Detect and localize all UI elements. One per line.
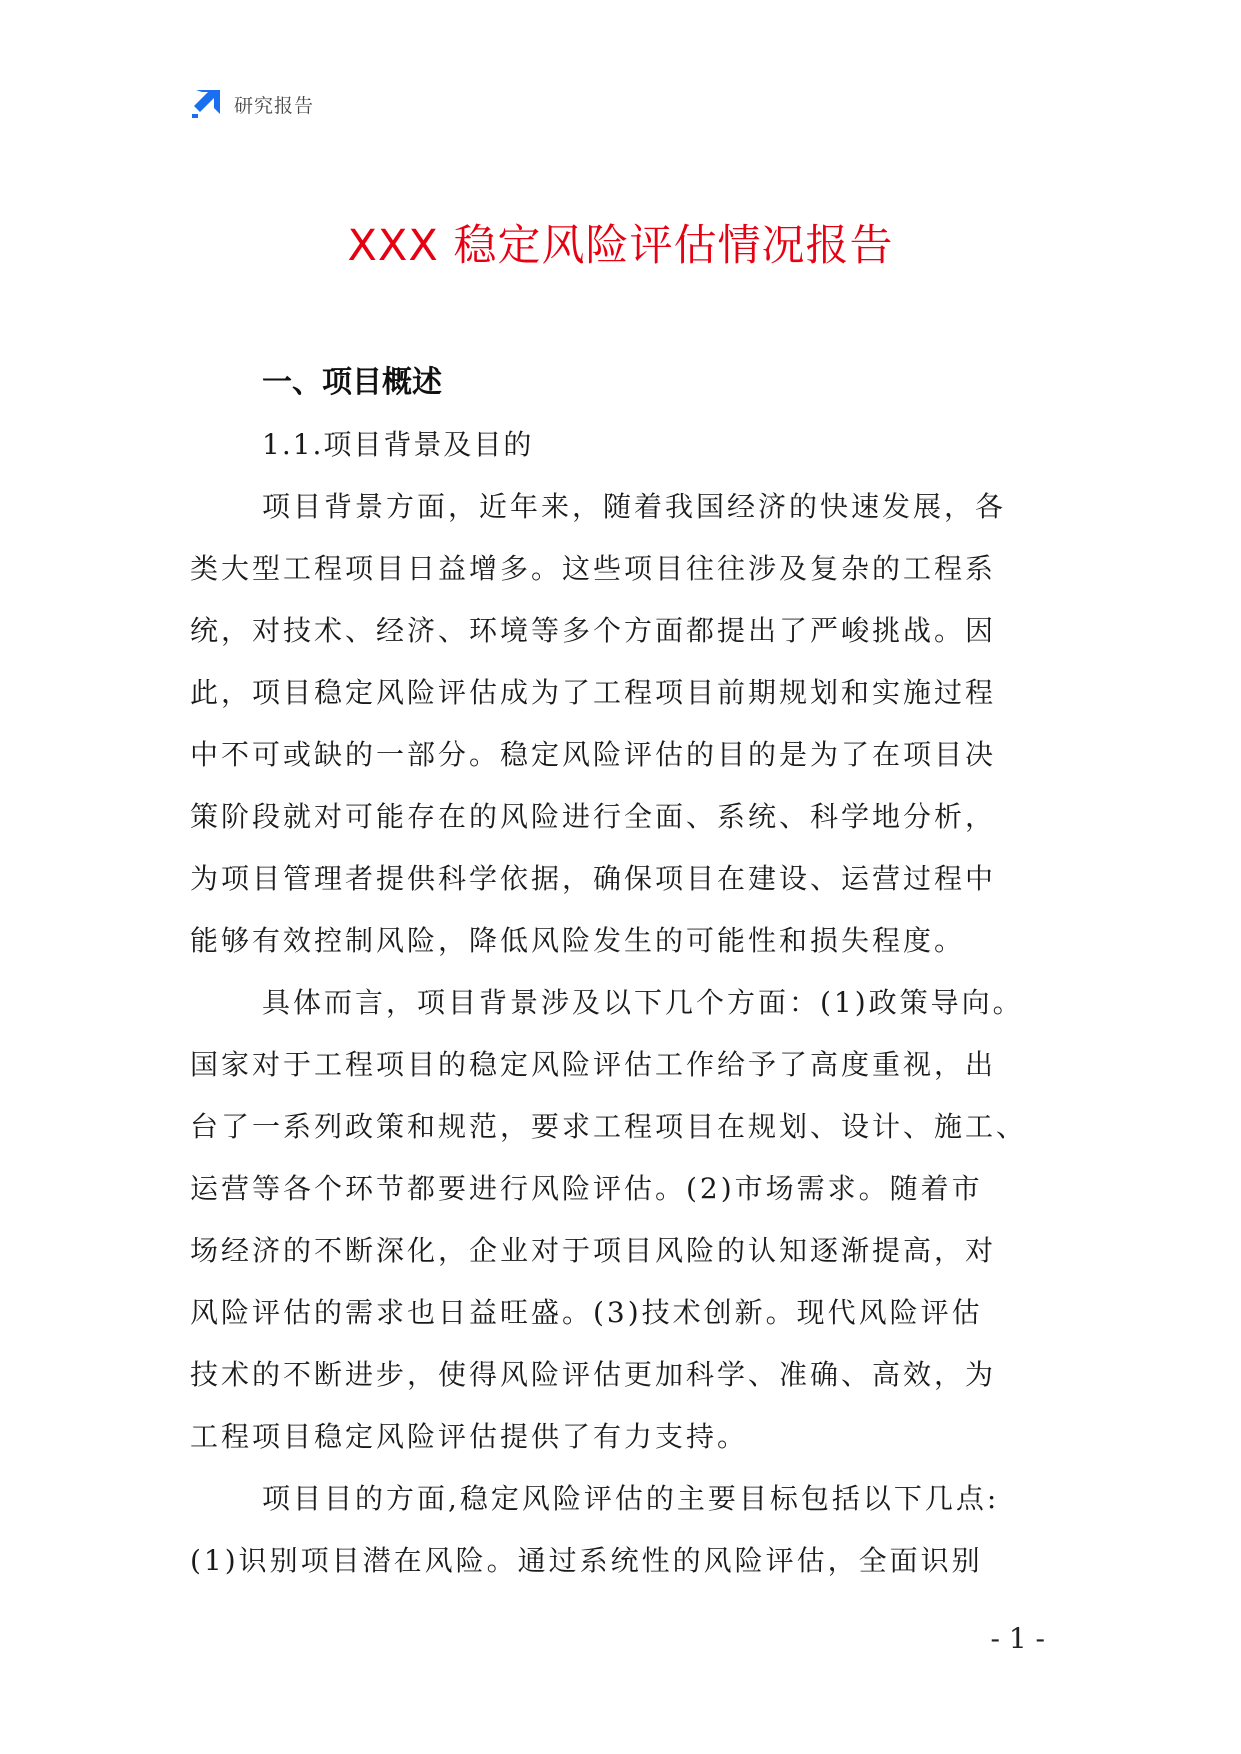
- paragraph-line: (1)识别项目潜在风险。通过系统性的风险评估，全面识别: [190, 1544, 983, 1577]
- paragraph-line: 国家对于工程项目的稳定风险评估工作给予了高度重视，出: [190, 1048, 997, 1081]
- paragraph-line: 技术的不断进步，使得风险评估更加科学、准确、高效，为: [190, 1358, 997, 1391]
- section-heading: 一、项目概述: [262, 365, 442, 400]
- paragraph: [190, 972, 1060, 1468]
- paragraph-line: 为项目管理者提供科学依据，确保项目在建设、运营过程中: [190, 862, 997, 895]
- paragraph-line: 台了一系列政策和规范，要求工程项目在规划、设计、施工、: [190, 1110, 1028, 1143]
- paragraph-line: 类大型工程项目日益增多。这些项目往往涉及复杂的工程系: [190, 552, 997, 585]
- paragraph-line: 风险评估的需求也日益旺盛。(3)技术创新。现代风险评估: [190, 1296, 983, 1329]
- document-title: XXX 稳定风险评估情况报告: [347, 221, 894, 271]
- paragraph-line: 策阶段就对可能存在的风险进行全面、系统、科学地分析，: [190, 800, 997, 833]
- page-number: - 1 -: [990, 1622, 1045, 1655]
- paragraph-line: 此，项目稳定风险评估成为了工程项目前期规划和实施过程: [190, 676, 997, 709]
- paragraph-line: 统，对技术、经济、环境等多个方面都提出了严峻挑战。因: [190, 614, 997, 647]
- document-body: [190, 352, 1060, 1592]
- paragraph-line: 项目目的方面,稳定风险评估的主要目标包括以下几点:: [262, 1482, 1000, 1515]
- paragraph-line: 场经济的不断深化，企业对于项目风险的认知逐渐提高，对: [190, 1234, 997, 1267]
- paragraph: [190, 476, 1060, 972]
- paragraph-line: 运营等各个环节都要进行风险评估。(2)市场需求。随着市: [190, 1172, 983, 1205]
- paragraph-line: 具体而言，项目背景涉及以下几个方面：(1)政策导向。: [262, 986, 1024, 1019]
- page-header: [190, 86, 314, 122]
- header-label: 研究报告: [234, 94, 315, 117]
- paragraph-line: 项目背景方面，近年来，随着我国经济的快速发展，各: [262, 490, 1007, 523]
- arrow-up-right-icon: [190, 88, 222, 120]
- subsection-heading: 1.1.项目背景及目的: [262, 428, 534, 461]
- paragraph-line: 中不可或缺的一部分。稳定风险评估的目的是为了在项目决: [190, 738, 997, 771]
- paragraph-line: 能够有效控制风险，降低风险发生的可能性和损失程度。: [190, 924, 966, 957]
- paragraph: [190, 1468, 1060, 1592]
- paragraph-line: 工程项目稳定风险评估提供了有力支持。: [190, 1420, 749, 1453]
